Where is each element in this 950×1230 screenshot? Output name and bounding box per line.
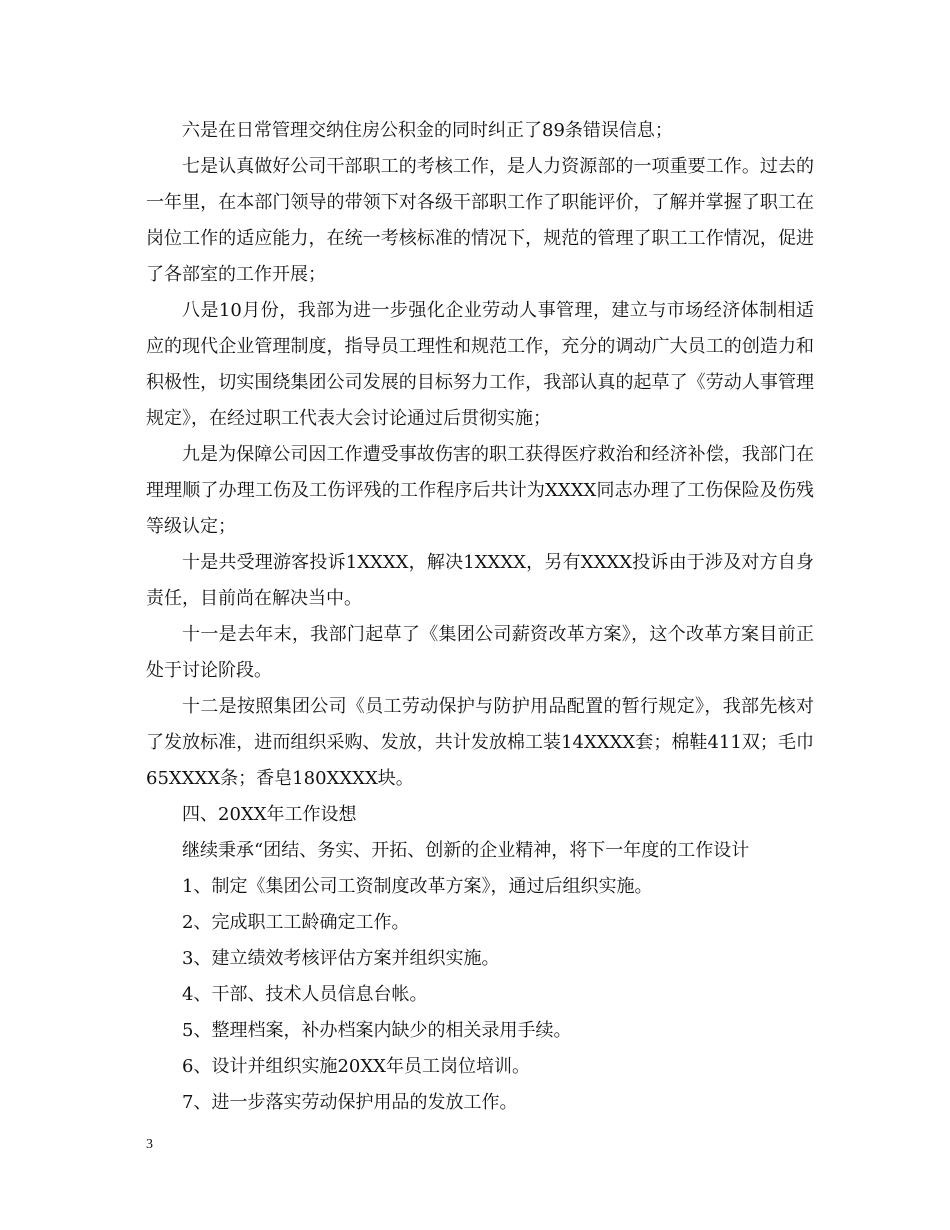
plan-item-3: 3、建立绩效考核评估方案并组织实施。: [182, 948, 500, 969]
paragraph-11: 十一是去年末，我部门起草了《集团公司薪资改革方案》，这个改革方案目前正处于讨论阶段。: [146, 624, 814, 681]
paragraph-6: 六是在日常管理交纳住房公积金的同时纠正了89条错误信息；: [182, 120, 673, 141]
paragraph-8: 八是10月份，我部为进一步强化企业劳动人事管理，建立与市场经济体制相适应的现代企业管理制度，指导员工理性和规范工作，充分的调动广大员工的创造力和积极性，切实围绕集团公司发展的目标努力工作，我部认真的起草了《劳动人事管理规定》，在经过职工代表大会讨论通过后贯彻实施；: [146, 300, 814, 429]
plan-item-1: 1、制定《集团公司工资制度改革方案》，通过后组织实施。: [182, 876, 653, 897]
page-number: 3: [146, 1137, 153, 1152]
paragraph-12: 十二是按照集团公司《员工劳动保护与防护用品配置的暂行规定》，我部先核对了发放标准，进而组织采购、发放，共计发放棉工装14XXXX套；棉鞋411双；毛巾65XXXX条；香皂180XXXX块。: [146, 696, 814, 789]
plan-item-2: 2、完成职工工龄确定工作。: [182, 912, 410, 933]
section-intro: 继续秉承“团结、务实、开拓、创新的企业精神，将下一年度的工作设计: [182, 840, 750, 861]
plan-item-6: 6、设计并组织实施20XX年员工岗位培训。: [182, 1056, 530, 1077]
plan-item-5: 5、整理档案，补办档案内缺少的相关录用手续。: [182, 1020, 572, 1041]
document-body: [146, 113, 814, 1121]
section-heading: 四、20XX年工作设想: [182, 804, 357, 825]
plan-item-4: 4、干部、技术人员信息台帐。: [182, 984, 428, 1005]
paragraph-7: 七是认真做好公司干部职工的考核工作，是人力资源部的一项重要工作。过去的一年里，在本部门领导的带领下对各级干部职工作了职能评价，了解并掌握了职工在岗位工作的适应能力，在统一考核标准的情况下，规范的管理了职工工作情况，促进了各部室的工作开展；: [146, 156, 814, 285]
paragraph-9: 九是为保障公司因工作遭受事故伤害的职工获得医疗救治和经济补偿，我部门在理理顺了办理工伤及工伤评残的工作程序后共计为XXXX同志办理了工伤保险及伤残等级认定；: [146, 444, 814, 537]
paragraph-10: 十是共受理游客投诉1XXXX，解决1XXXX，另有XXXX投诉由于涉及对方自身责任，目前尚在解决当中。: [146, 552, 814, 609]
plan-item-7: 7、进一步落实劳动保护用品的发放工作。: [182, 1092, 518, 1113]
